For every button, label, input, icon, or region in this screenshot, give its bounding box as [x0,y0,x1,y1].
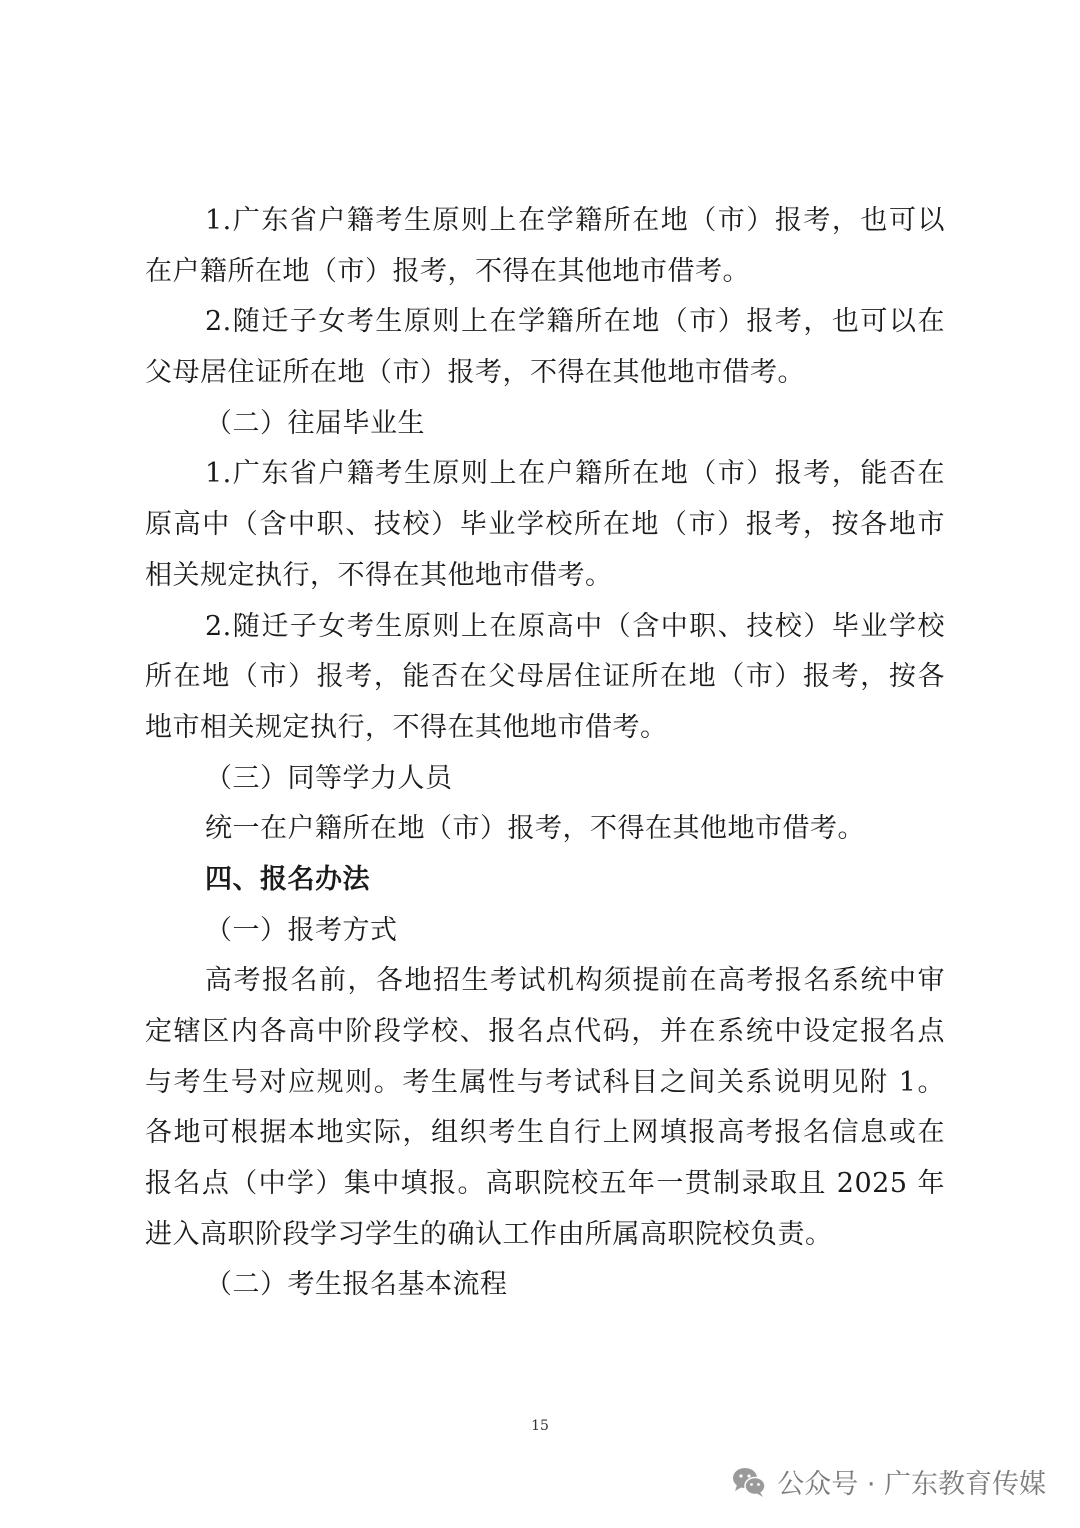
page-number: 15 [531,1418,549,1434]
section-subheading: （三）同等学力人员 [205,762,453,794]
text-line: 定辖区内各高中阶段学校、报名点代码，并在系统中设定报名点 [145,1016,945,1047]
watermark [731,1462,1046,1501]
text-line: 1.广东省户籍考生原则上在户籍所在地（市）报考，能否在 [205,458,945,490]
text-line: 高考报名前，各地招生考试机构须提前在高考报名系统中审 [205,965,945,997]
text-line: 与考生号对应规则。考生属性与考试科目之间关系说明见附 1。 [145,1066,945,1098]
text-line: 原高中（含中职、技校）毕业学校所在地（市）报考，按各地市 [145,509,945,541]
text-line: 相关规定执行，不得在其他地市借考。 [145,559,613,591]
text-line: 进入高职阶段学习学生的确认工作由所属高职院校负责。 [145,1218,833,1250]
text-line: 地市相关规定执行，不得在其他地市借考。 [145,711,668,743]
watermark-text: 公众号 · 广东教育传媒 [777,1469,1046,1500]
document-body [145,196,945,1311]
section-subheading: （二）往届毕业生 [205,407,425,439]
text-line: 报名点（中学）集中填报。高职院校五年一贯制录取且 2025 年 [145,1168,945,1200]
text-line: 1.广东省户籍考生原则上在学籍所在地（市）报考，也可以 [205,205,945,236]
text-line: 各地可根据本地实际，组织考生自行上网填报高考报名信息或在 [145,1117,945,1149]
section-subheading: （一）报考方式 [205,914,398,946]
section-subheading: （二）考生报名基本流程 [205,1269,508,1301]
text-line: 在户籍所在地（市）报考，不得在其他地市借考。 [145,255,750,287]
text-line: 所在地（市）报考，能否在父母居住证所在地（市）报考，按各 [145,661,945,693]
text-line: 2.随迁子女考生原则上在原高中（含中职、技校）毕业学校 [205,610,945,642]
wechat-icon [731,1466,767,1498]
text-line: 父母居住证所在地（市）报考，不得在其他地市借考。 [145,357,805,389]
text-line: 统一在户籍所在地（市）报考，不得在其他地市借考。 [205,813,865,845]
section-heading: 四、报名办法 [205,863,370,895]
text-line: 2.随迁子女考生原则上在学籍所在地（市）报考，也可以在 [205,306,945,338]
